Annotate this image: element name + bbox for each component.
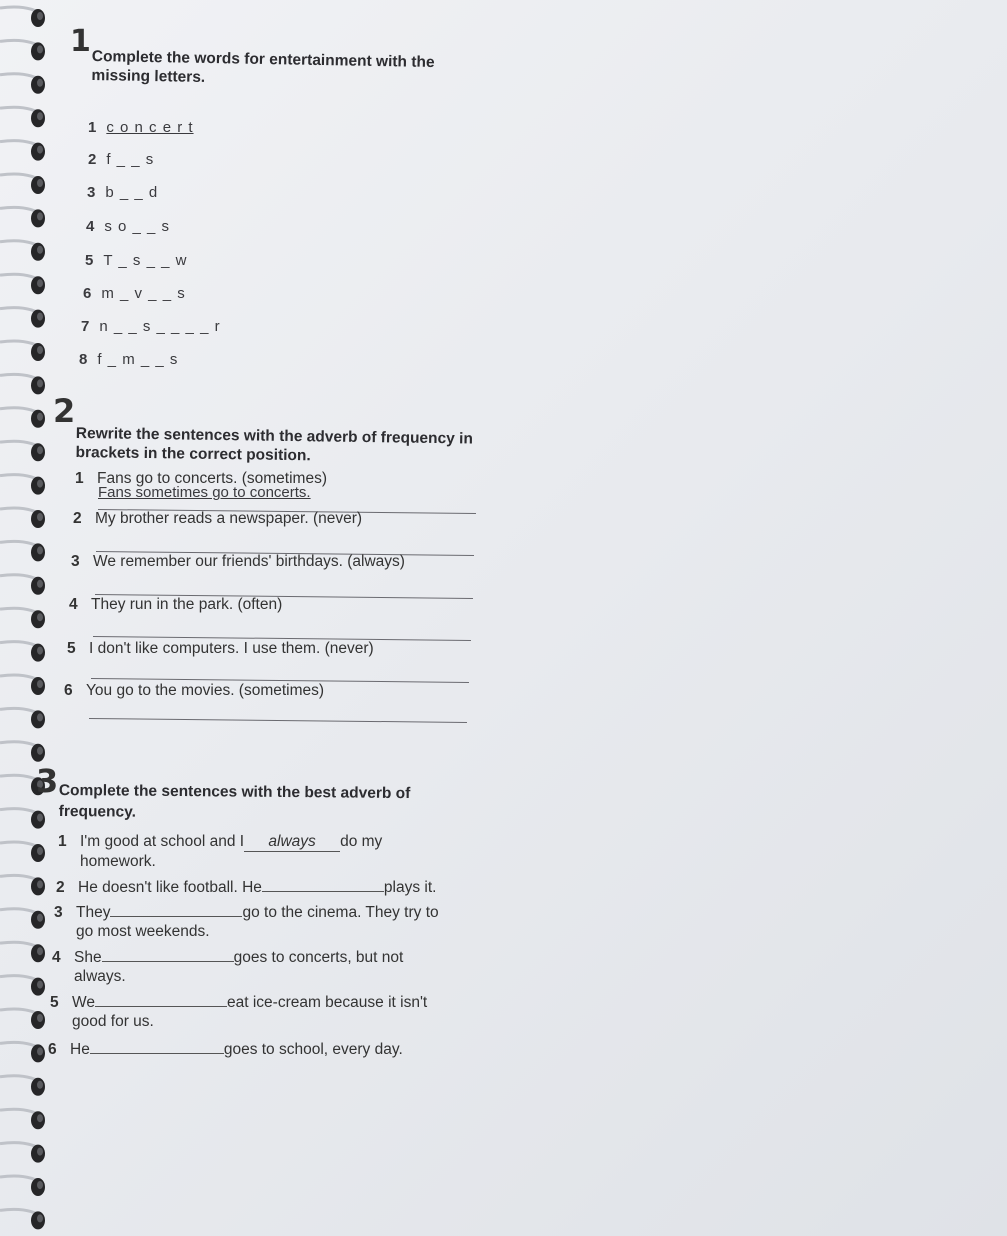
ex2-example-answer: Fans sometimes go to concerts. xyxy=(98,484,311,501)
ex3-item: 5 We eat ice-cream because it isn't good for us. xyxy=(50,994,428,1030)
exercise-2-number: 2 xyxy=(53,392,76,430)
ex2-sentence: Fans go to concerts. (sometimes) xyxy=(97,470,327,487)
ex2-item: 5 I don't like computers. I use them. (never) xyxy=(67,640,374,657)
ex1-item: 7 n _ _ s _ _ _ _ r xyxy=(81,318,221,335)
ex2-sentence: I don't like computers. I use them. (never) xyxy=(89,640,374,657)
ex2-item: 4 They run in the park. (often) xyxy=(69,596,283,613)
exercise-1-number: 1 xyxy=(70,24,91,59)
ex1-word: b _ _ d xyxy=(105,184,159,201)
ex1-item: 4 s o _ _ s xyxy=(86,218,171,235)
ex3-item: 3 They go to the cinema. They try to go most weekends. xyxy=(54,904,439,940)
exercise-2-instruction: Rewrite the sentences with the adverb of frequency in brackets in the correct position. xyxy=(75,424,474,465)
ex1-item: 1 c o n c e r t xyxy=(88,119,194,136)
exercise-3-number: 3 xyxy=(36,762,59,800)
ex2-item: 6 You go to the movies. (sometimes) xyxy=(64,682,325,699)
ex2-item: 3 We remember our friends' birthdays. (always) xyxy=(71,553,405,570)
ex2-item: 2 My brother reads a newspaper. (never) xyxy=(73,510,363,527)
ex1-item: 5 T _ s _ _ w xyxy=(85,252,188,269)
ex3-item: 1 I'm good at school and I always do my homework. xyxy=(58,833,383,870)
ex3-answer-blank-4[interactable] xyxy=(102,961,234,962)
ex2-sentence: We remember our friends' birthdays. (always) xyxy=(93,553,405,570)
ex3-item: 2 He doesn't like football. He plays it. xyxy=(56,879,437,896)
ex2-answer-line-6[interactable] xyxy=(89,718,467,723)
ex2-sentence: My brother reads a newspaper. (never) xyxy=(95,510,363,527)
ex1-item: 3 b _ _ d xyxy=(87,184,159,201)
ex2-item: 1 Fans go to concerts. (sometimes) xyxy=(75,470,327,487)
ex1-word: T _ s _ _ w xyxy=(103,252,188,269)
ex2-sentence: They run in the park. (often) xyxy=(91,596,283,613)
ex3-answer-blank-3[interactable] xyxy=(110,916,242,917)
ex3-answer-blank-1[interactable]: always xyxy=(244,832,340,852)
ex3-answer-blank-6[interactable] xyxy=(90,1053,224,1054)
ex3-item: 4 She goes to concerts, but not always. xyxy=(52,949,404,985)
ex1-word: s o _ _ s xyxy=(104,218,171,235)
ex1-word: f _ _ s xyxy=(106,151,155,168)
ex1-item: 2 f _ _ s xyxy=(88,151,155,168)
ex1-word: c o n c e r t xyxy=(106,119,194,136)
ex3-item: 6 He goes to school, every day. xyxy=(48,1041,403,1058)
exercise-3-instruction: Complete the sentences with the best adverb of frequency. xyxy=(58,781,411,821)
ex2-sentence: You go to the movies. (sometimes) xyxy=(86,682,325,699)
ex1-word: f _ m _ _ s xyxy=(97,351,179,368)
ex1-word: n _ _ s _ _ _ _ r xyxy=(99,318,221,335)
ex1-word: m _ v _ _ s xyxy=(101,285,186,302)
ex3-answer-blank-5[interactable] xyxy=(95,1006,227,1007)
exercise-1-instruction: Complete the words for entertainment with the missing letters. xyxy=(91,47,435,86)
ex3-answer-blank-2[interactable] xyxy=(262,891,384,892)
ex1-item: 6 m _ v _ _ s xyxy=(83,285,186,302)
ex1-item: 8 f _ m _ _ s xyxy=(79,351,179,368)
